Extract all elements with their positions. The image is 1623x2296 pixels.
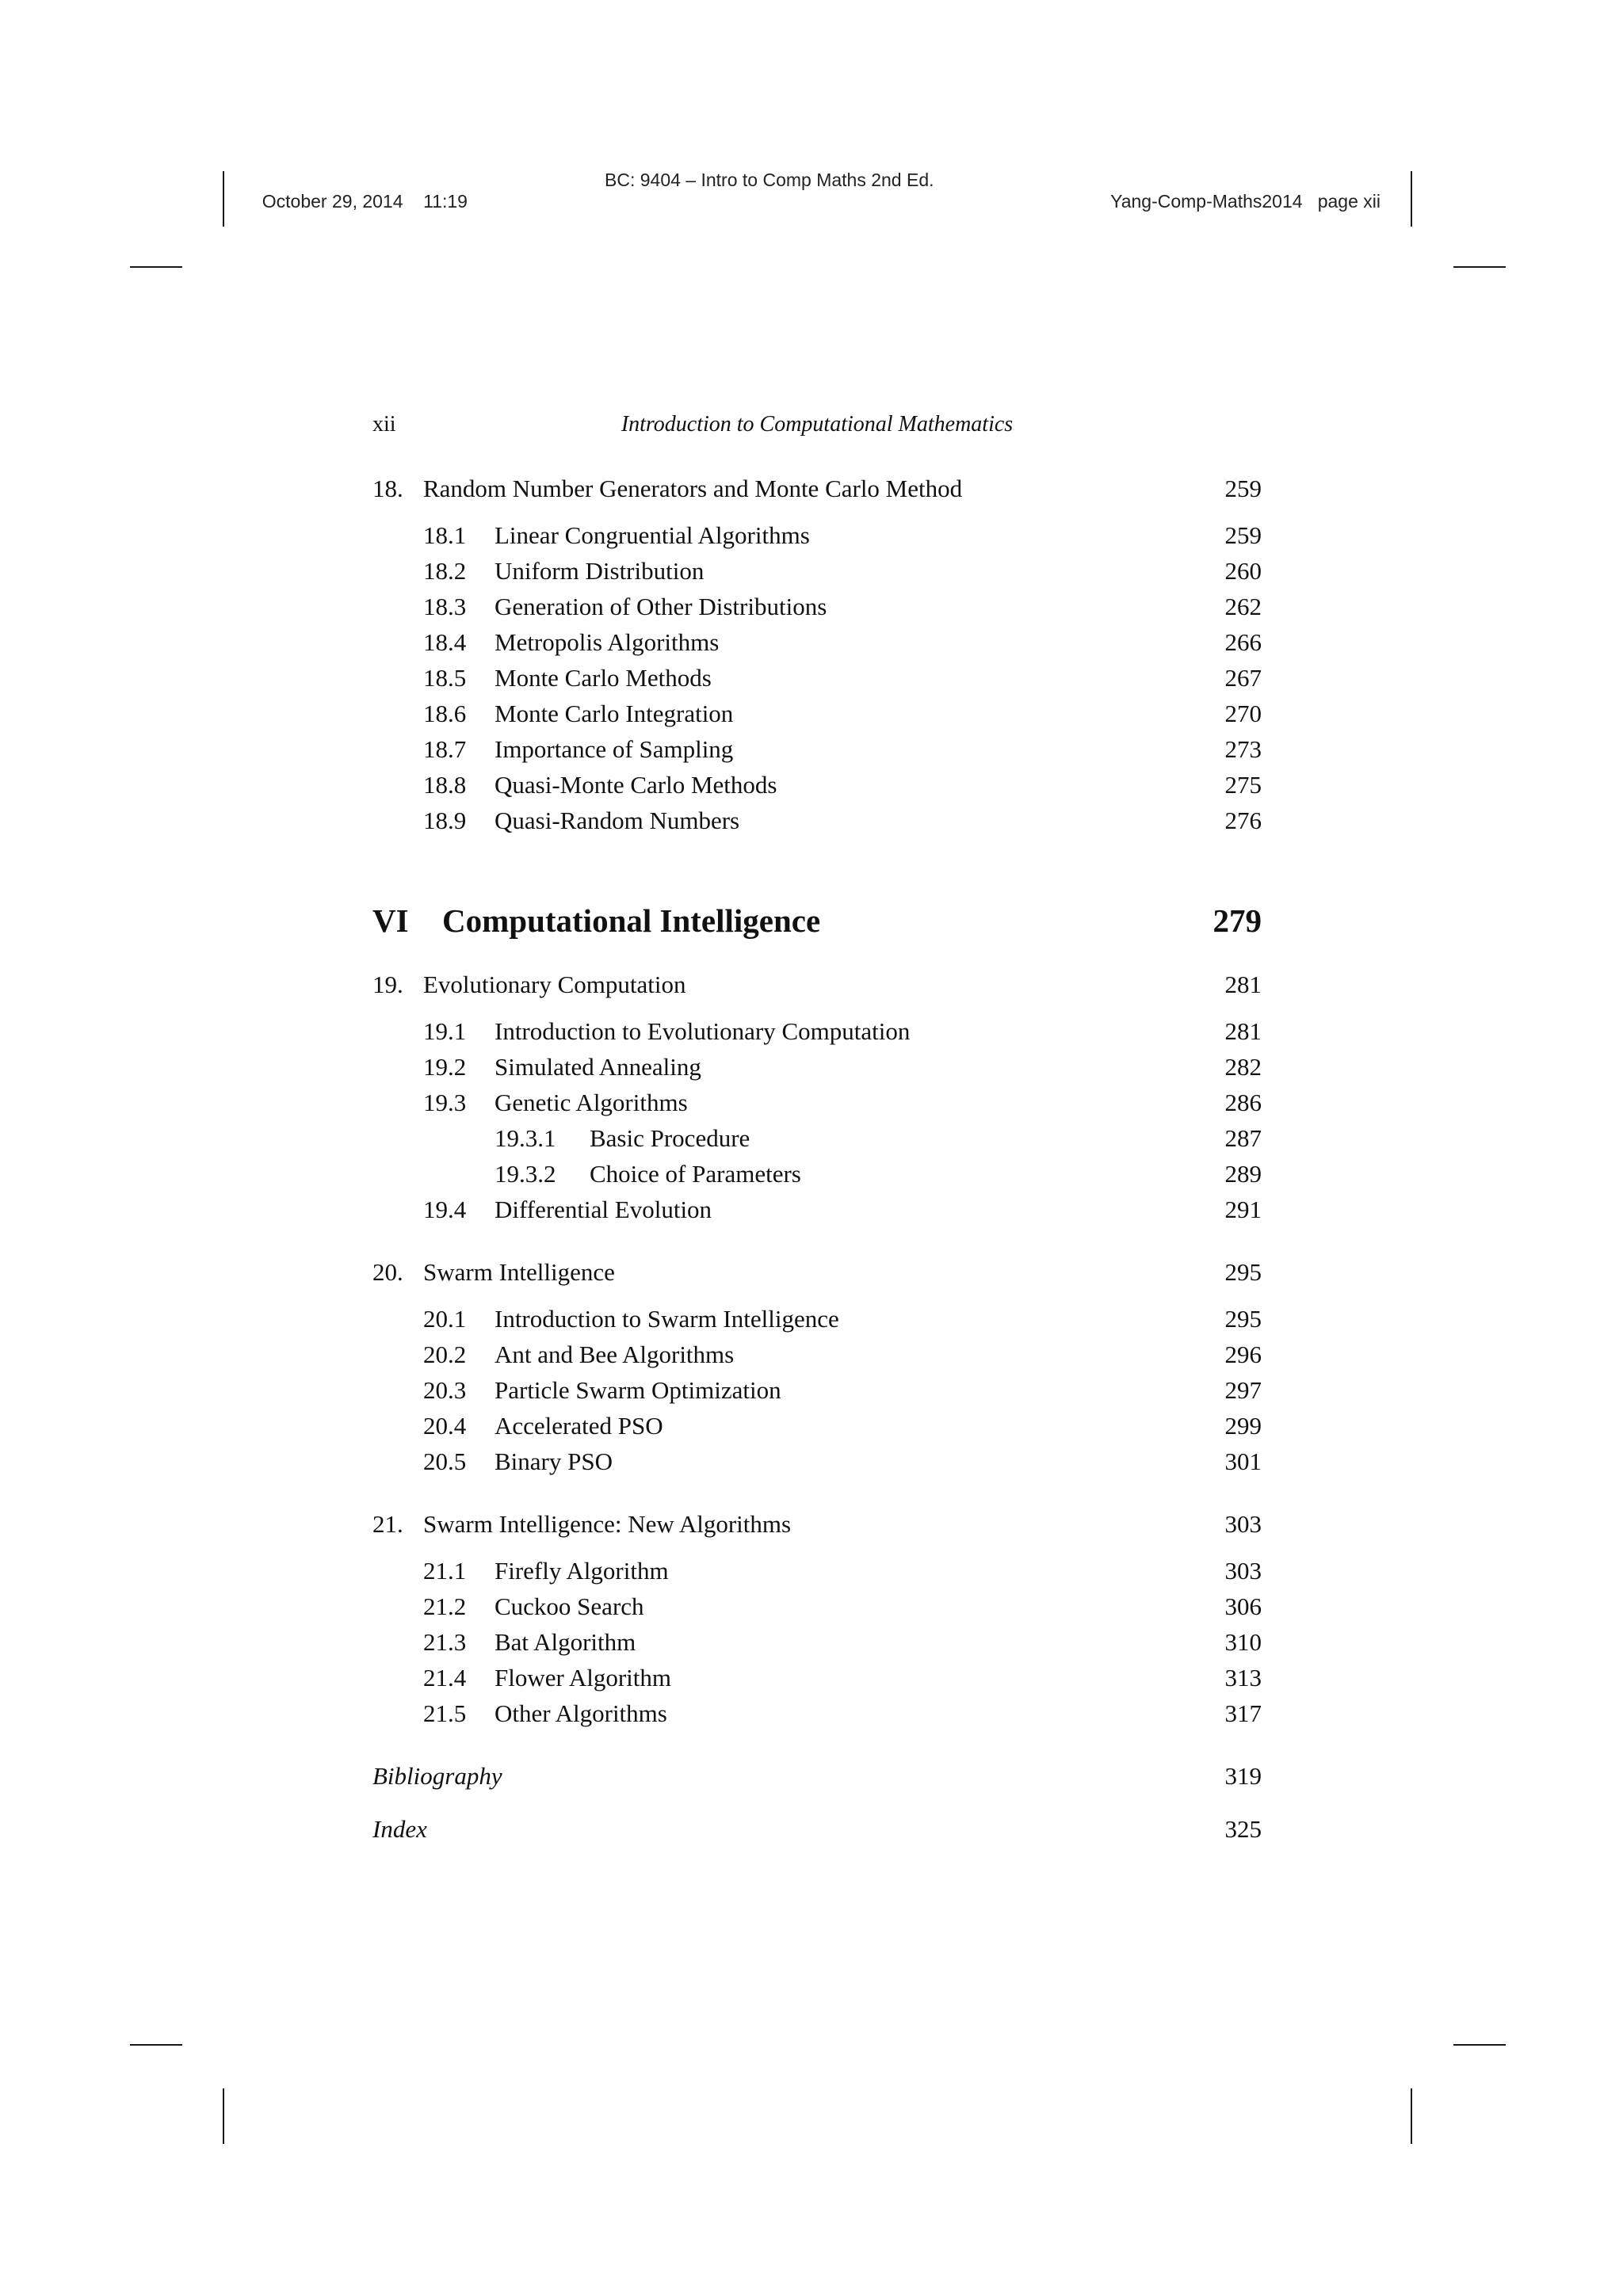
- section-number: 19.2: [423, 1053, 467, 1081]
- subsection-title: Basic Procedure: [590, 1124, 750, 1152]
- slug-file: [1101, 170, 1381, 212]
- section-title: Linear Congruential Algorithms: [495, 521, 810, 549]
- page-number: 270: [1219, 696, 1262, 731]
- toc-section[interactable]: [372, 696, 1262, 731]
- toc-chapter-18[interactable]: [372, 471, 1262, 506]
- toc-section[interactable]: [372, 1660, 1262, 1695]
- section-title: Bat Algorithm: [495, 1628, 636, 1656]
- page-number: 273: [1219, 731, 1262, 767]
- section-number: 18.9: [423, 807, 467, 834]
- toc-bibliography[interactable]: [372, 1758, 1262, 1794]
- toc-section[interactable]: [372, 1444, 1262, 1479]
- section-number: 19.3: [423, 1089, 467, 1116]
- running-head: [372, 412, 1262, 444]
- toc-section[interactable]: [372, 1553, 1262, 1589]
- page-number: 310: [1219, 1624, 1262, 1660]
- toc-section[interactable]: [372, 731, 1262, 767]
- toc-section[interactable]: [372, 1372, 1262, 1408]
- section-title: Quasi-Monte Carlo Methods: [495, 771, 777, 799]
- crop-mark-bottom-right: [1411, 2088, 1412, 2144]
- toc-section[interactable]: [372, 553, 1262, 589]
- section-number: 19.4: [423, 1196, 467, 1223]
- section-number: 18.1: [423, 521, 467, 549]
- section-number: 20.5: [423, 1447, 467, 1475]
- section-title: Cuckoo Search: [495, 1592, 644, 1620]
- toc-section[interactable]: [372, 1049, 1262, 1085]
- page-number: 325: [1219, 1811, 1262, 1847]
- section-number: 20.2: [423, 1341, 467, 1368]
- crop-mark-bottom-right-h: [1453, 2044, 1506, 2046]
- page-number: 279: [1212, 902, 1262, 939]
- page-number: 313: [1219, 1660, 1262, 1695]
- chapter-title: Evolutionary Computation: [423, 971, 686, 998]
- page-number: 303: [1219, 1506, 1262, 1542]
- section-title: Monte Carlo Integration: [495, 700, 734, 727]
- section-title: Genetic Algorithms: [495, 1089, 688, 1116]
- toc-chapter-20[interactable]: [372, 1254, 1262, 1290]
- toc-index[interactable]: [372, 1811, 1262, 1847]
- chapter-title: Swarm Intelligence: New Algorithms: [423, 1510, 792, 1538]
- page-number: 262: [1219, 589, 1262, 624]
- section-number: 20.4: [423, 1412, 467, 1440]
- page-number: 297: [1219, 1372, 1262, 1408]
- section-title: Other Algorithms: [495, 1699, 667, 1727]
- section-title: Metropolis Algorithms: [495, 628, 720, 656]
- page-number: 319: [1219, 1758, 1262, 1794]
- page-number: 275: [1219, 767, 1262, 803]
- toc-section[interactable]: [372, 517, 1262, 553]
- toc-section[interactable]: [372, 660, 1262, 696]
- section-title: Generation of Other Distributions: [495, 593, 827, 620]
- page-number: 296: [1219, 1337, 1262, 1372]
- section-title: Binary PSO: [495, 1447, 613, 1475]
- subsection-number: 19.3.2: [495, 1160, 556, 1188]
- section-number: 18.7: [423, 735, 467, 763]
- section-number: 18.2: [423, 557, 467, 585]
- crop-mark-top-left: [223, 171, 224, 227]
- chapter-title: Swarm Intelligence: [423, 1258, 615, 1286]
- section-title: Uniform Distribution: [495, 557, 705, 585]
- subsection-number: 19.3.1: [495, 1124, 556, 1152]
- section-number: 18.3: [423, 593, 467, 620]
- crop-mark-bottom-left-h: [130, 2044, 182, 2046]
- toc-subsection[interactable]: [372, 1120, 1262, 1156]
- section-title: Ant and Bee Algorithms: [495, 1341, 735, 1368]
- section-title: Monte Carlo Methods: [495, 664, 712, 692]
- toc-page: [372, 412, 1262, 1847]
- page-number: 289: [1219, 1156, 1262, 1192]
- book-title: Introduction to Computational Mathematics: [621, 412, 1014, 437]
- toc-section[interactable]: [372, 767, 1262, 803]
- page-number: 303: [1219, 1553, 1262, 1589]
- toc-chapter-21[interactable]: [372, 1506, 1262, 1542]
- part-number: VI: [372, 902, 409, 939]
- page-number: 281: [1219, 1013, 1262, 1049]
- back-matter-title: Bibliography: [372, 1758, 510, 1794]
- section-number: 21.2: [423, 1592, 467, 1620]
- toc-section[interactable]: [372, 1085, 1262, 1120]
- folio: xii: [372, 412, 396, 437]
- page-number: 291: [1219, 1192, 1262, 1227]
- section-title: Firefly Algorithm: [495, 1557, 669, 1585]
- section-number: 19.1: [423, 1017, 467, 1045]
- toc-section[interactable]: [372, 1695, 1262, 1731]
- page-number: 299: [1219, 1408, 1262, 1444]
- chapter-title: Random Number Generators and Monte Carlo Method: [423, 475, 963, 502]
- crop-mark-top-right: [1411, 171, 1412, 227]
- page-number: 286: [1219, 1085, 1262, 1120]
- crop-mark-bottom-left: [223, 2088, 224, 2144]
- page-number: 281: [1219, 967, 1262, 1002]
- section-title: Introduction to Evolutionary Computation: [495, 1017, 911, 1045]
- section-number: 21.4: [423, 1664, 467, 1691]
- page-number: 287: [1219, 1120, 1262, 1156]
- section-title: Particle Swarm Optimization: [495, 1376, 781, 1404]
- toc-section[interactable]: [372, 1589, 1262, 1624]
- section-number: 21.5: [423, 1699, 467, 1727]
- page-number: 259: [1219, 471, 1262, 506]
- slug-page-text: page xii: [1317, 191, 1381, 212]
- toc-chapter-19[interactable]: [372, 967, 1262, 1002]
- toc-section[interactable]: [372, 1301, 1262, 1337]
- page-number: 306: [1219, 1589, 1262, 1624]
- chapter-number: 20.: [372, 1258, 403, 1286]
- page-number: 260: [1219, 553, 1262, 589]
- toc-section[interactable]: [372, 803, 1262, 838]
- page-number: 295: [1219, 1301, 1262, 1337]
- crop-mark-top-left-h: [130, 266, 182, 268]
- section-number: 18.5: [423, 664, 467, 692]
- section-title: Importance of Sampling: [495, 735, 734, 763]
- section-title: Accelerated PSO: [495, 1412, 663, 1440]
- section-number: 18.4: [423, 628, 467, 656]
- toc-subsection[interactable]: [372, 1156, 1262, 1192]
- section-title: Introduction to Swarm Intelligence: [495, 1305, 839, 1333]
- section-title: Flower Algorithm: [495, 1664, 672, 1691]
- section-title: Differential Evolution: [495, 1196, 712, 1223]
- section-title: Simulated Annealing: [495, 1053, 701, 1081]
- slug-date-text: October 29, 2014: [262, 191, 403, 212]
- page-number: 276: [1219, 803, 1262, 838]
- crop-mark-top-right-h: [1453, 266, 1506, 268]
- page-number: 317: [1219, 1695, 1262, 1731]
- section-title: Quasi-Random Numbers: [495, 807, 740, 834]
- section-number: 21.3: [423, 1628, 467, 1656]
- page-number: 282: [1219, 1049, 1262, 1085]
- section-number: 20.3: [423, 1376, 467, 1404]
- page-number: 301: [1219, 1444, 1262, 1479]
- section-number: 21.1: [423, 1557, 467, 1585]
- toc-section[interactable]: [372, 589, 1262, 624]
- chapter-number: 21.: [372, 1510, 403, 1538]
- toc-section[interactable]: [372, 1192, 1262, 1227]
- toc-section[interactable]: [372, 1337, 1262, 1372]
- section-number: 18.6: [423, 700, 467, 727]
- page-number: 295: [1219, 1254, 1262, 1290]
- toc-section[interactable]: [372, 1013, 1262, 1049]
- slug-job: BC: 9404 – Intro to Comp Maths 2nd Ed.: [605, 170, 934, 190]
- slug-file-text: Yang-Comp-Maths2014: [1110, 191, 1303, 212]
- page-number: 267: [1219, 660, 1262, 696]
- section-number: 18.8: [423, 771, 467, 799]
- back-matter-title: Index: [372, 1811, 435, 1847]
- slug-time-text: 11:19: [423, 191, 468, 212]
- toc-part-vi[interactable]: [372, 897, 1262, 944]
- subsection-title: Choice of Parameters: [590, 1160, 801, 1188]
- page-number: 259: [1219, 517, 1262, 553]
- slug-date: [252, 170, 468, 212]
- toc-section[interactable]: [372, 1624, 1262, 1660]
- toc-section[interactable]: [372, 1408, 1262, 1444]
- toc-section[interactable]: [372, 624, 1262, 660]
- chapter-number: 19.: [372, 971, 403, 998]
- part-title: Computational Intelligence: [442, 902, 821, 939]
- page-number: 266: [1219, 624, 1262, 660]
- section-number: 20.1: [423, 1305, 467, 1333]
- chapter-number: 18.: [372, 475, 403, 502]
